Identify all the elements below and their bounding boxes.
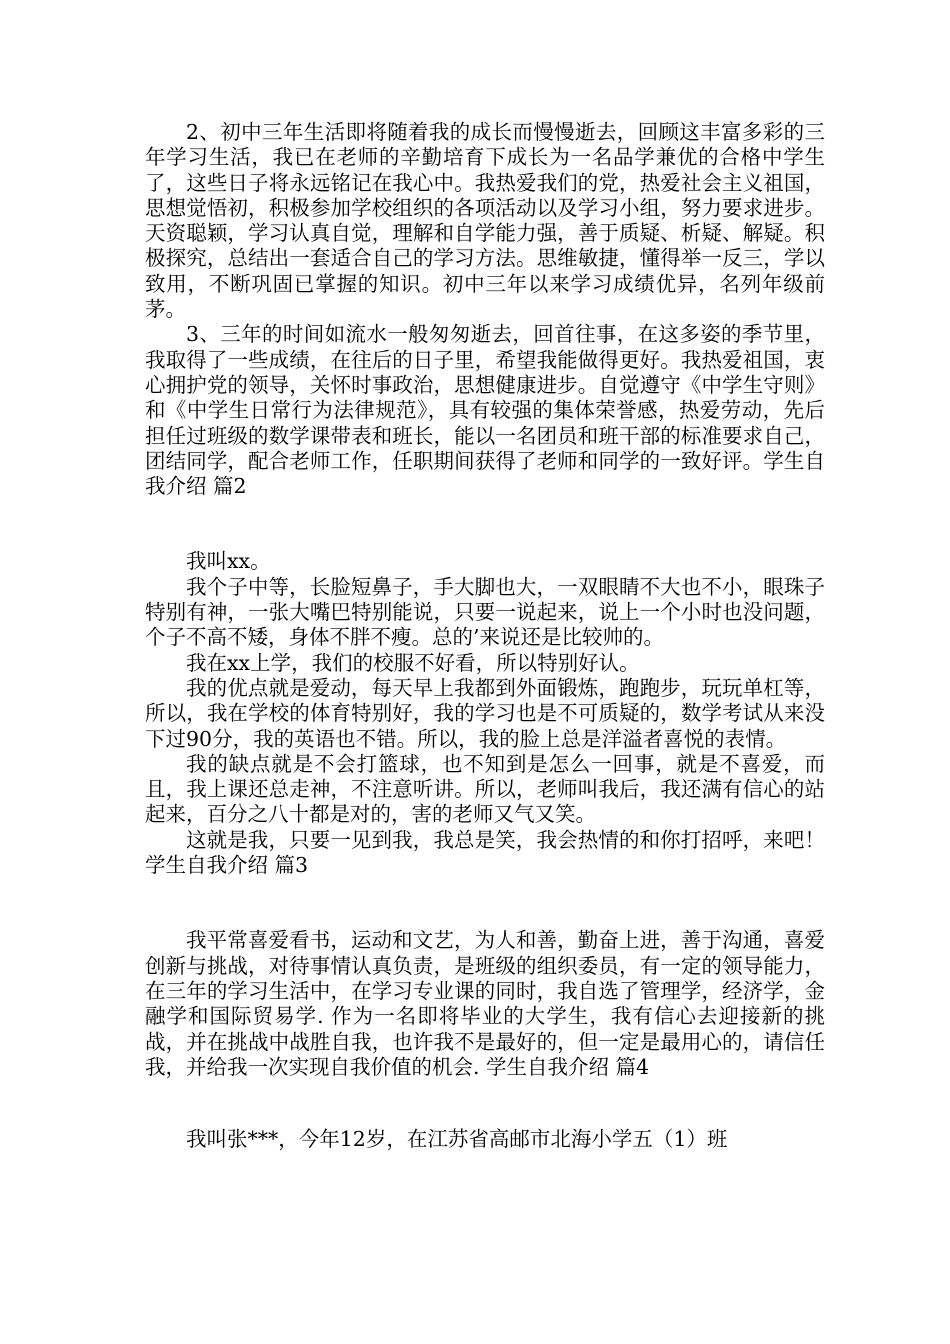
paragraph-appearance: 我个子中等，长脸短鼻子，手大脚也大，一双眼睛不大也不小，眼珠子特别有神，一张大嘴巴特别能说，只要一说起来，说上一个小时也没问题，个子不高不矮，身体不胖不瘦。总的’来说还是比较帅的。 [145,574,825,650]
paragraph-closing: 这就是我，只要一见到我，我总是笑，我会热情的和你打招呼，来吧！学生自我介绍 篇3 [145,827,825,878]
paragraph-name-intro: 我叫xx。 [186,549,271,574]
paragraph-junior-high-summary: 2、初中三年生活即将随着我的成长而慢慢逝去，回顾这丰富多彩的三年学习生活，我已在老师的辛勤培育下成长为一名品学兼优的合格中学生了，这些日子将永远铭记在我心中。我热爱我们的党，热爱社会主义祖国，思想觉悟初，积极参加学校组织的各项活动以及学习小组，努力要求进步。天资聪颖，学习认真自觉，理解和自学能力强，善于质疑、析疑、解疑。积极探究，总结出一套适合自己的学习方法。思维敏捷，懂得举一反三，学以致用，不断巩固已掌握的知识。初中三年以来学习成绩优异，名列年级前茅。 [145,120,825,322]
paragraph-strengths: 我的优点就是爱动，每天早上我都到外面锻炼，跑跑步，玩玩单杠等，所以，我在学校的体育特别好，我的学习也是不可质疑的，数学考试从来没下过90分，我的英语也不错。所以，我的脸上总是洋溢者喜悦的表情。 [145,675,825,751]
document-body [145,120,825,1152]
spacer [145,878,825,928]
paragraph-hobbies: 我平常喜爱看书，运动和文艺，为人和善，勤奋上进，善于沟通，喜爱创新与挑战，对待事情认真负责，是班级的组织委员，有一定的领导能力，在三年的学习生活中，在学习专业课的同时，我自选了管理学，经济学，金融学和国际贸易学. 作为一名即将毕业的大学生，我有信心去迎接新的挑战，并在挑战中战胜自我，也许我不是最好的，但一定是最用心的，请信任我，并给我一次实现自我价值的机会. 学生自我介绍 篇4 [145,928,825,1079]
paragraph-weaknesses: 我的缺点就是不会打篮球，也不知到是怎么一回事，就是不喜爱，而且，我上课还总走神，不注意听讲。所以，老师叫我后，我还满有信心的站起来，百分之八十都是对的，害的老师又气又笑。 [145,751,825,827]
paragraph-name-age: 我叫张***，今年12岁，在江苏省高邮市北海小学五（1）班 [186,1127,728,1152]
spacer [145,499,825,549]
paragraph-three-years: 3、三年的时间如流水一般匆匆逝去，回首往事，在这多姿的季节里，我取得了一些成绩，在往后的日子里，希望我能做得更好。我热爱祖国，衷心拥护党的领导，关怀时事政治，思想健康进步。自觉遵守《中学生守则》和《中学生日常行为法律规范》，具有较强的集体荣誉感，热爱劳动，先后担任过班级的数学课带表和班长，能以一名团员和班干部的标准要求自己，团结同学，配合老师工作，任职期间获得了老师和同学的一致好评。学生自我介绍 篇2 [145,322,825,499]
paragraph-school: 我在xx上学，我们的校服不好看，所以特别好认。 [186,650,640,675]
spacer [145,1080,825,1127]
